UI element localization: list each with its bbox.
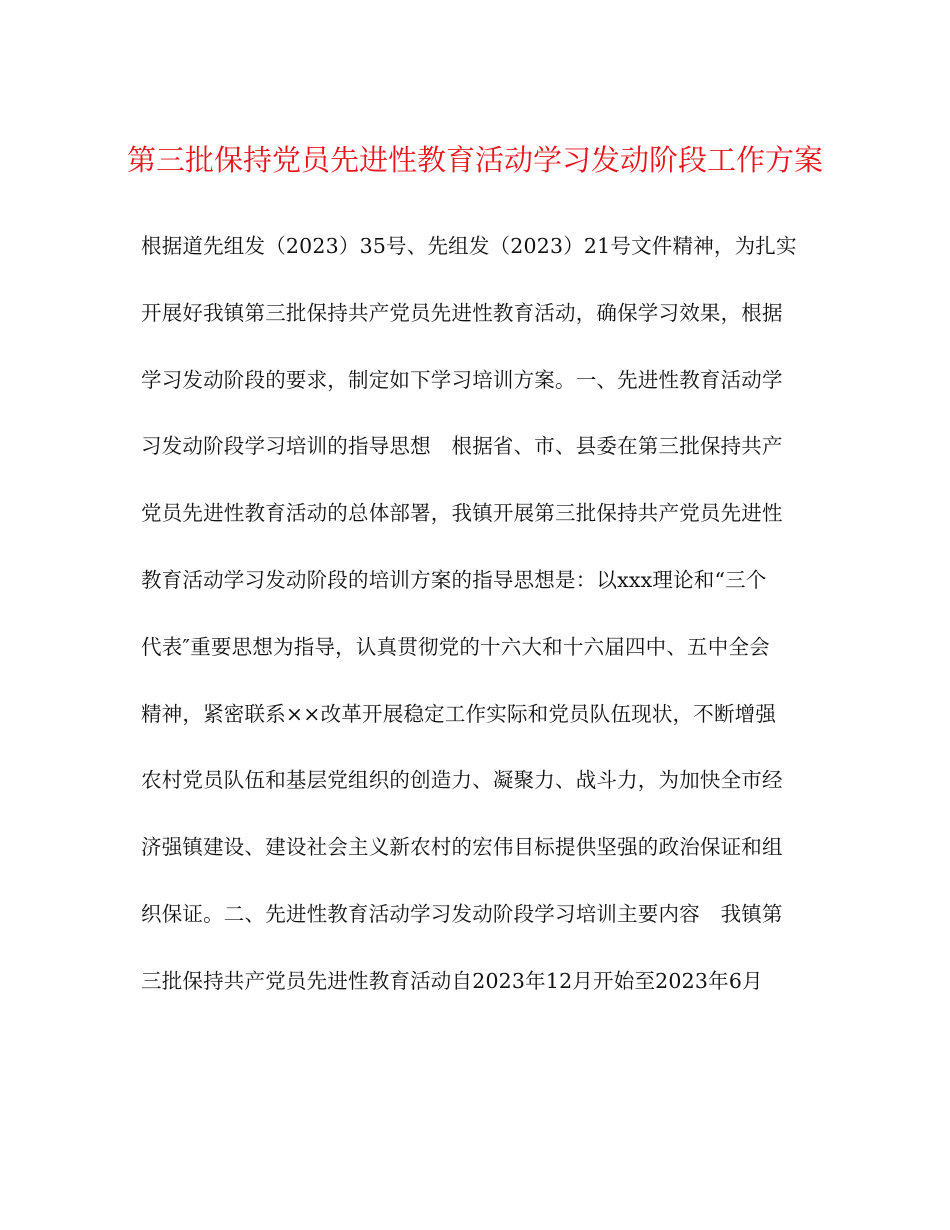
body-line: 学习发动阶段的要求，制定如下学习培训方案。一、先进性教育活动学	[141, 367, 783, 392]
body-line: 党员先进性教育活动的总体部署，我镇开展第三批保持共产党员先进性	[141, 501, 783, 526]
body-line: 三批保持共产党员先进性教育活动自2023年12月开始至2023年6月	[141, 968, 763, 993]
body-line: 济强镇建设、建设社会主义新农村的宏伟目标提供坚强的政治保证和组	[141, 835, 783, 860]
body-line: 农村党员队伍和基层党组织的创造力、凝聚力、战斗力，为加快全市经	[141, 768, 783, 793]
body-line: 织保证。二、先进性教育活动学习发动阶段学习培训主要内容 我镇第	[141, 901, 783, 926]
body-line: 精神，紧密联系××改革开展稳定工作实际和党员队伍现状，不断增强	[141, 701, 777, 726]
body-line: 根据道先组发（2023）35号、先组发（2023）21号文件精神，为扎实	[141, 234, 797, 258]
body-line: 代表″重要思想为指导，认真贯彻党的十六大和十六届四中、五中全会	[141, 634, 770, 659]
document-title: 第三批保持党员先进性教育活动学习发动阶段工作方案	[126, 143, 823, 177]
body-line: 习发动阶段学习培训的指导思想 根据省、市、县委在第三批保持共产	[141, 434, 783, 459]
document-body	[141, 226, 821, 1028]
body-line: 教育活动学习发动阶段的培训方案的指导思想是：以xxx理论和“三个	[141, 567, 767, 592]
body-line: 开展好我镇第三批保持共产党员先进性教育活动，确保学习效果，根据	[141, 300, 783, 325]
